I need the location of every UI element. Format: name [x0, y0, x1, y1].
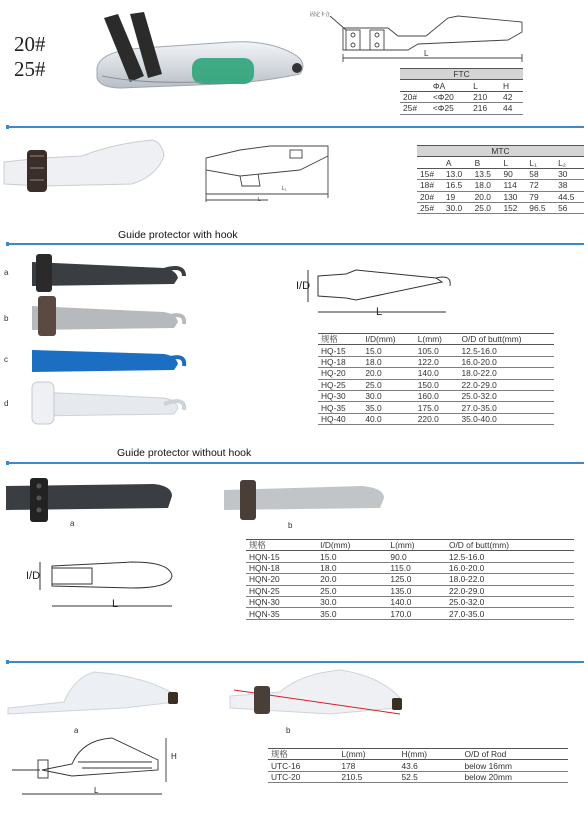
- cell: HQN-35: [246, 608, 317, 619]
- hook-dim-l: L: [376, 306, 383, 318]
- nohook-spec-table: [246, 539, 574, 620]
- table-row: [268, 760, 568, 771]
- cell: 22.0-29.0: [458, 379, 554, 390]
- mtc-product-photo: [2, 136, 172, 198]
- cell: 15.0: [317, 551, 387, 562]
- photo-label-a: a: [4, 268, 9, 277]
- hook-header: O/D of butt(mm): [458, 334, 554, 345]
- cell: 27.0-35.0: [458, 402, 554, 413]
- cell: 125.0: [387, 574, 446, 585]
- table-row: [246, 574, 574, 585]
- mtc-dim-l1: L₁: [282, 186, 287, 192]
- nohook-dim-id: I/D: [26, 570, 41, 582]
- cell: HQN-25: [246, 585, 317, 596]
- ftc-header: L: [470, 80, 500, 91]
- cell: 150.0: [415, 379, 459, 390]
- utc-dim-h: H: [171, 752, 177, 761]
- cell: UTC-16: [268, 760, 338, 771]
- table-row: [400, 91, 523, 102]
- table-row: [246, 608, 574, 619]
- mtc-table-title: MTC: [417, 146, 584, 157]
- utc-photo-b: [220, 668, 406, 724]
- utc-header: 规格: [268, 749, 338, 760]
- section-title-with-hook: Guide protector with hook: [118, 229, 238, 241]
- nohook-diagram: [22, 552, 182, 614]
- cell: 44: [500, 103, 523, 114]
- cell: <Φ20: [430, 91, 470, 102]
- cell: 25#: [400, 103, 430, 114]
- utc-header: H(mm): [399, 749, 462, 760]
- cell: 19: [443, 191, 472, 202]
- cell: 210.5: [338, 771, 398, 782]
- cell: 135.0: [387, 585, 446, 596]
- cell: 140.0: [387, 596, 446, 607]
- cell: 35.0: [317, 608, 387, 619]
- nohook-label-a: a: [70, 519, 75, 528]
- utc-header: O/D of Rod: [461, 749, 568, 760]
- ftc-dim-l: L: [424, 49, 429, 58]
- ftc-header: [400, 80, 430, 91]
- cell: 52.5: [399, 771, 462, 782]
- cell: 20#: [417, 191, 443, 202]
- table-row: [246, 551, 574, 562]
- cell: 13.5: [472, 168, 501, 179]
- cell: 72: [526, 180, 555, 191]
- cell: 44.5: [555, 191, 584, 202]
- table-row: [318, 413, 554, 424]
- utc-label-a: a: [74, 726, 79, 735]
- table-row: [246, 562, 574, 573]
- cell: 96.5: [526, 202, 555, 213]
- mtc-header: [417, 157, 443, 168]
- cell: 25.0: [472, 202, 501, 213]
- ftc-diagram-note: 固定卡合: [310, 12, 331, 18]
- cell: 13.0: [443, 168, 472, 179]
- size-label-20: 20#: [14, 32, 46, 56]
- cell: 160.0: [415, 390, 459, 401]
- cell: 12.5-16.0: [458, 345, 554, 356]
- utc-dim-l: L: [94, 786, 99, 795]
- cell: 115.0: [387, 562, 446, 573]
- ftc-product-photo: [82, 6, 314, 106]
- table-row: [318, 356, 554, 367]
- hook-header: I/D(mm): [362, 334, 414, 345]
- mtc-table: [417, 145, 584, 214]
- cell: 22.0-29.0: [446, 585, 574, 596]
- table-row: [400, 103, 523, 114]
- cell: HQ-35: [318, 402, 362, 413]
- ftc-table-title: FTC: [400, 69, 523, 80]
- cell: 114: [500, 180, 526, 191]
- mtc-header: A: [443, 157, 472, 168]
- ftc-header: H: [500, 80, 523, 91]
- hook-dim-id: I/D: [296, 280, 311, 292]
- photo-label-b: b: [4, 314, 9, 323]
- table-row: [417, 180, 584, 191]
- cell: 130: [500, 191, 526, 202]
- table-row: [268, 771, 568, 782]
- cell: 40.0: [362, 413, 414, 424]
- section-divider: [6, 126, 584, 128]
- hook-header: L(mm): [415, 334, 459, 345]
- cell: 16.0-20.0: [458, 356, 554, 367]
- cell: 18#: [417, 180, 443, 191]
- nohook-header: 规格: [246, 540, 317, 551]
- table-row: [318, 402, 554, 413]
- utc-spec-table: [268, 748, 568, 783]
- cell: 43.6: [399, 760, 462, 771]
- size-label-25: 25#: [14, 57, 46, 81]
- cell: 210: [470, 91, 500, 102]
- cell: 25#: [417, 202, 443, 213]
- cell: 20.0: [472, 191, 501, 202]
- nohook-header: O/D of butt(mm): [446, 540, 574, 551]
- cell: 30.0: [317, 596, 387, 607]
- cell: 18.0: [472, 180, 501, 191]
- mtc-header: B: [472, 157, 501, 168]
- table-row: [417, 191, 584, 202]
- hook-protector-photos: [14, 248, 192, 430]
- section-title-without-hook: Guide protector without hook: [117, 447, 252, 459]
- cell: 25.0-32.0: [458, 390, 554, 401]
- photo-label-d: d: [4, 399, 9, 408]
- cell: HQ-25: [318, 379, 362, 390]
- table-row: [417, 168, 584, 179]
- cell: UTC-20: [268, 771, 338, 782]
- cell: 42: [500, 91, 523, 102]
- table-row: [318, 379, 554, 390]
- mtc-header: L: [500, 157, 526, 168]
- cell: 20.0: [362, 368, 414, 379]
- section-divider: [6, 661, 584, 663]
- cell: 105.0: [415, 345, 459, 356]
- cell: 30.0: [362, 390, 414, 401]
- cell: 170.0: [387, 608, 446, 619]
- nohook-label-b: b: [288, 521, 293, 530]
- cell: HQ-40: [318, 413, 362, 424]
- nohook-photo-a: [4, 474, 176, 526]
- cell: 216: [470, 103, 500, 114]
- photo-label-c: c: [4, 355, 8, 364]
- mtc-diagram: [200, 140, 340, 206]
- cell: 90: [500, 168, 526, 179]
- nohook-photo-b: [222, 476, 386, 524]
- cell: 79: [526, 191, 555, 202]
- cell: HQN-30: [246, 596, 317, 607]
- cell: 140.0: [415, 368, 459, 379]
- cell: 90.0: [387, 551, 446, 562]
- cell: HQ-20: [318, 368, 362, 379]
- cell: 16.5: [443, 180, 472, 191]
- cell: 16.0-20.0: [446, 562, 574, 573]
- cell: 38: [555, 180, 584, 191]
- section-divider: [6, 243, 584, 245]
- cell: <Φ25: [430, 103, 470, 114]
- section-divider: [6, 462, 584, 464]
- cell: 25.0: [317, 585, 387, 596]
- table-row: [318, 345, 554, 356]
- utc-header: L(mm): [338, 749, 398, 760]
- mtc-header: L₁: [526, 157, 555, 168]
- cell: 122.0: [415, 356, 459, 367]
- cell: 58: [526, 168, 555, 179]
- utc-photo-a: [4, 668, 182, 724]
- cell: HQ-30: [318, 390, 362, 401]
- cell: 27.0-35.0: [446, 608, 574, 619]
- cell: 18.0-22.0: [446, 574, 574, 585]
- cell: 152: [500, 202, 526, 213]
- cell: 220.0: [415, 413, 459, 424]
- cell: 12.5-16.0: [446, 551, 574, 562]
- table-row: [417, 202, 584, 213]
- cell: 25.0-32.0: [446, 596, 574, 607]
- table-row: [318, 368, 554, 379]
- cell: HQ-18: [318, 356, 362, 367]
- hook-header: 规格: [318, 334, 362, 345]
- cell: 35.0: [362, 402, 414, 413]
- hook-spec-table: [318, 333, 554, 425]
- cell: 56: [555, 202, 584, 213]
- cell: 18.0: [317, 562, 387, 573]
- mtc-dim-l: L: [258, 197, 261, 203]
- cell: 15.0: [362, 345, 414, 356]
- cell: 15#: [417, 168, 443, 179]
- cell: 20#: [400, 91, 430, 102]
- cell: 25.0: [362, 379, 414, 390]
- table-row: [246, 585, 574, 596]
- cell: HQN-15: [246, 551, 317, 562]
- cell: 20.0: [317, 574, 387, 585]
- cell: below 20mm: [461, 771, 568, 782]
- table-row: [318, 390, 554, 401]
- cell: 18.0: [362, 356, 414, 367]
- cell: 18.0-22.0: [458, 368, 554, 379]
- cell: HQN-20: [246, 574, 317, 585]
- ftc-diagram: [308, 8, 556, 70]
- cell: 35.0-40.0: [458, 413, 554, 424]
- utc-label-b: b: [286, 726, 291, 735]
- nohook-header: L(mm): [387, 540, 446, 551]
- ftc-table: [400, 68, 523, 115]
- cell: 30.0: [443, 202, 472, 213]
- cell: below 16mm: [461, 760, 568, 771]
- nohook-dim-l: L: [112, 598, 119, 610]
- table-row: [246, 596, 574, 607]
- ftc-header: ΦA: [430, 80, 470, 91]
- cell: 175.0: [415, 402, 459, 413]
- cell: 30: [555, 168, 584, 179]
- nohook-header: I/D(mm): [317, 540, 387, 551]
- cell: HQ-15: [318, 345, 362, 356]
- cell: 178: [338, 760, 398, 771]
- cell: HQN-18: [246, 562, 317, 573]
- mtc-header: L₂: [555, 157, 584, 168]
